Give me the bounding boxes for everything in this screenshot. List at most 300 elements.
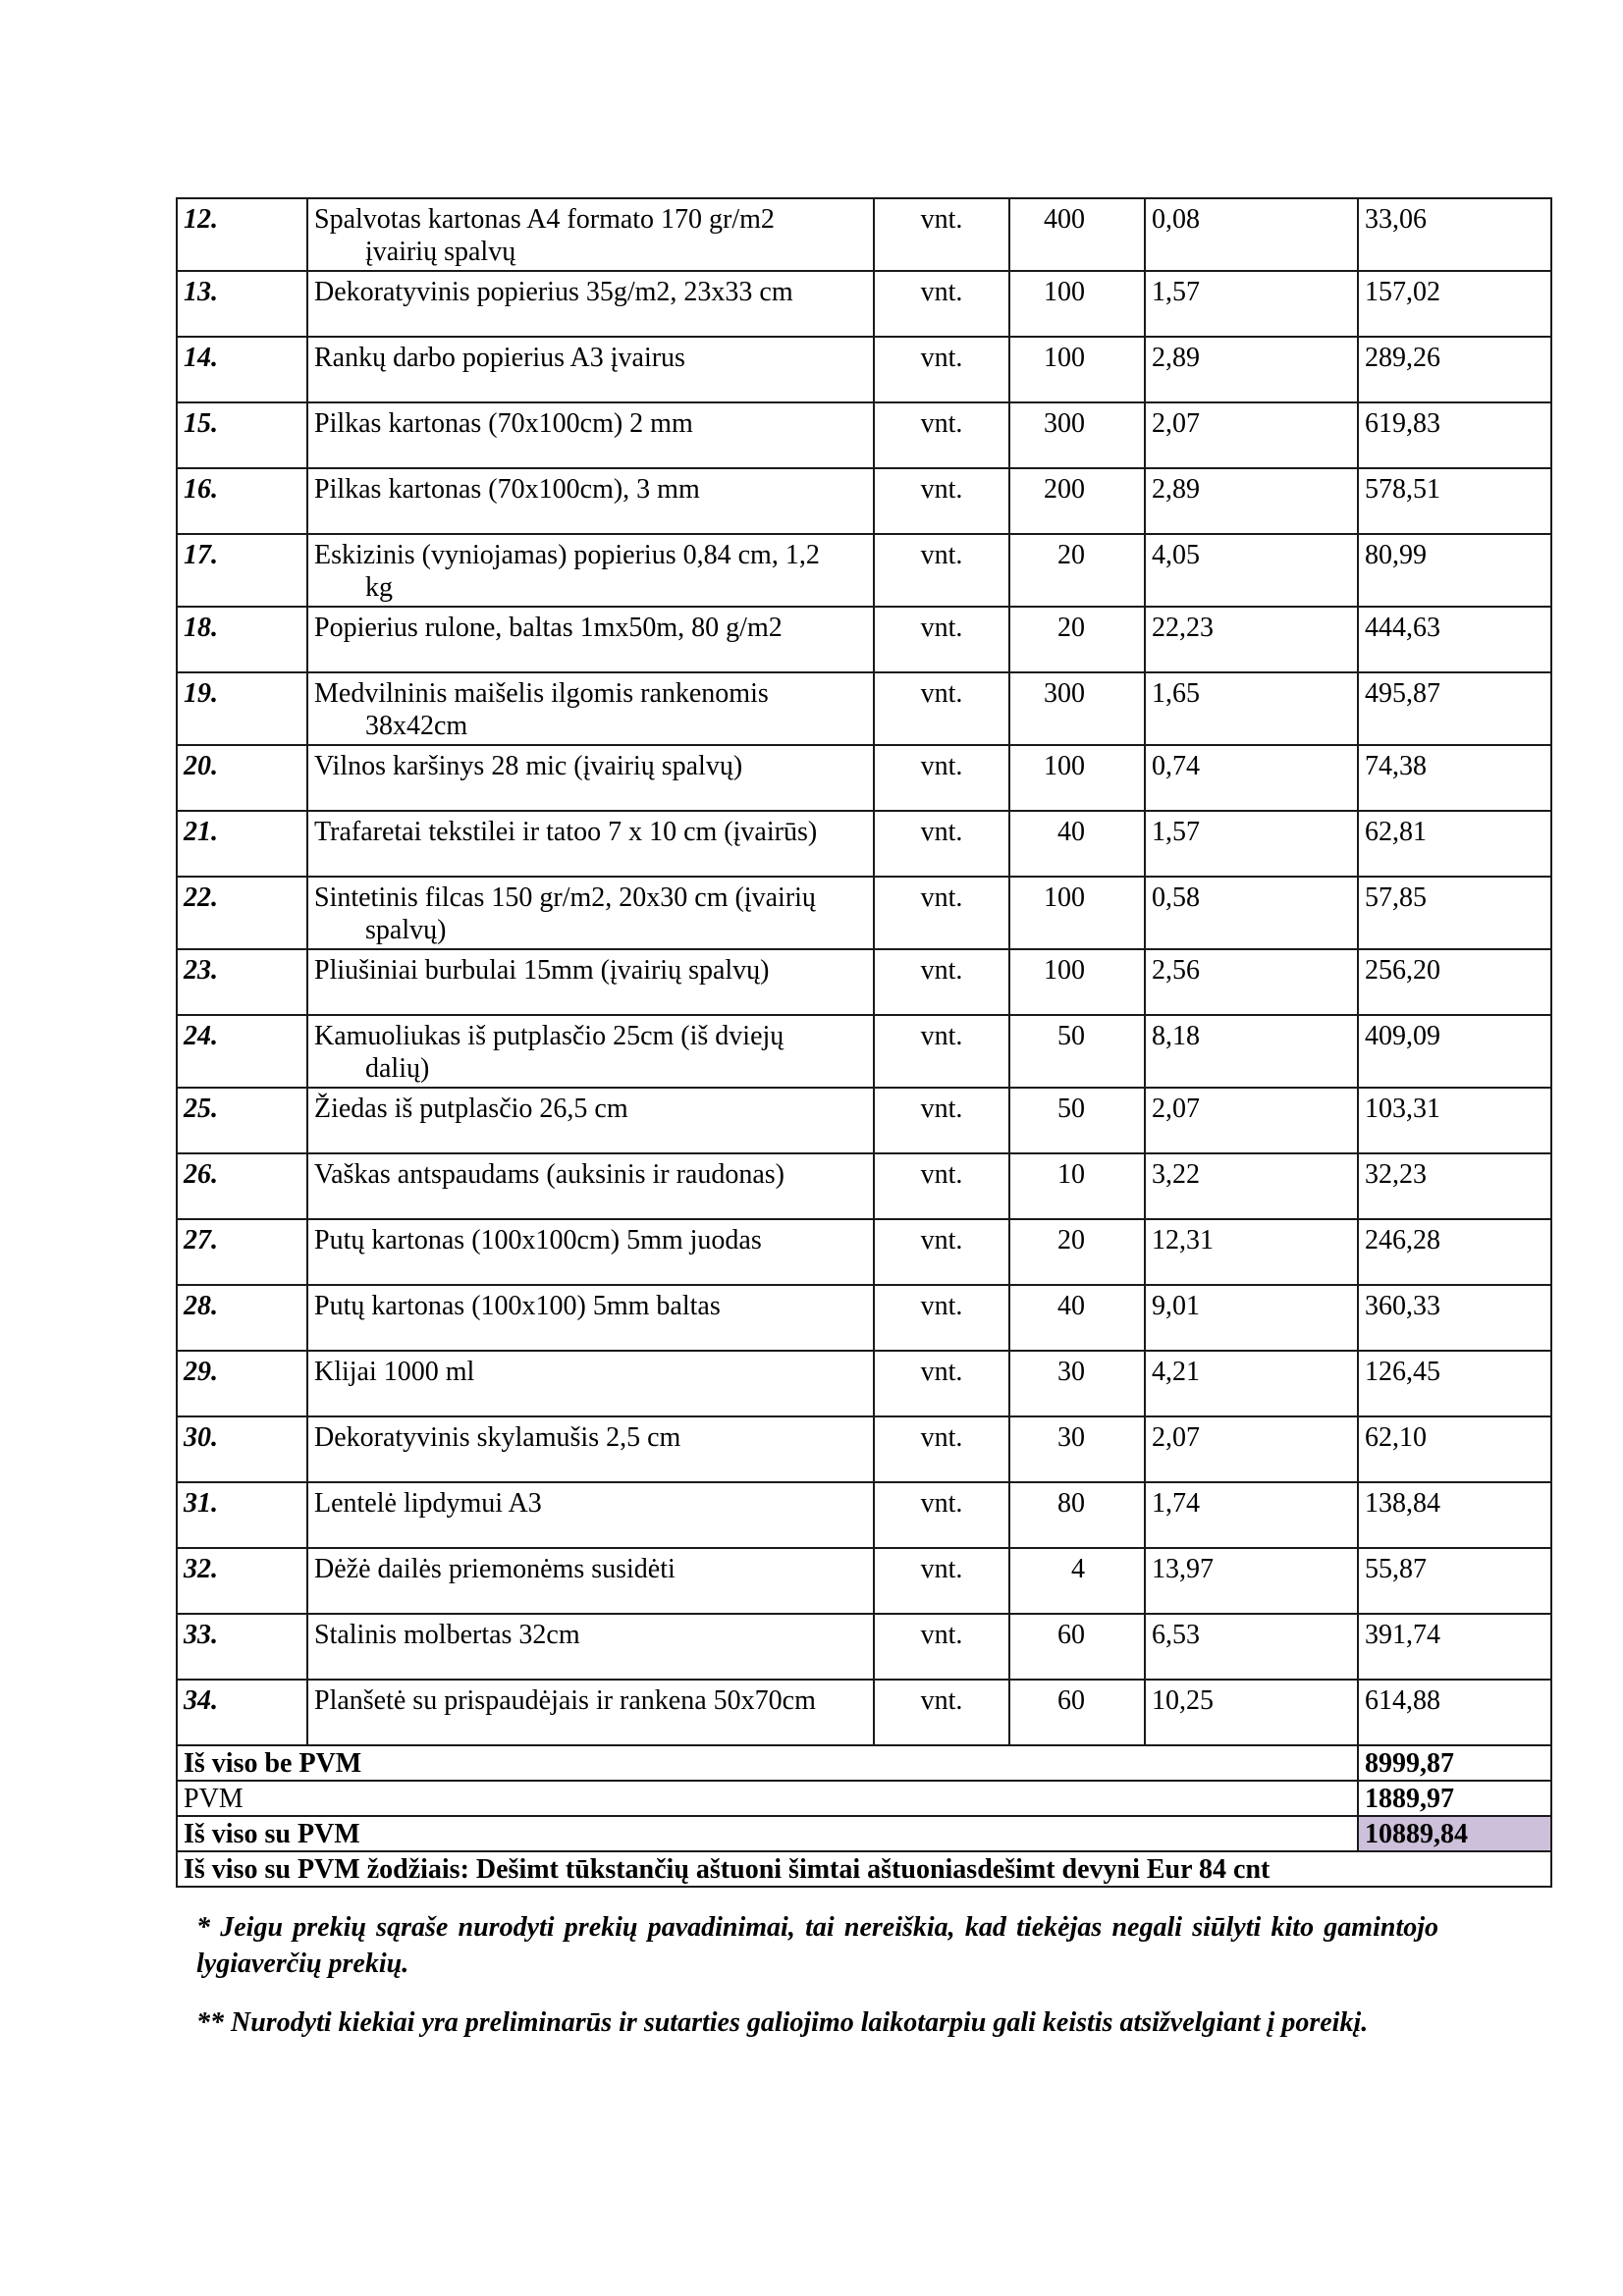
item-number-text: 33. [184,1620,218,1650]
item-description [307,1015,874,1088]
item-unit-text: vnt. [920,474,963,505]
item-number [177,534,307,607]
item-description-text: Vilnos karšinys 28 mic (įvairių spalvų) [314,751,743,781]
vat-value: 1889,97 [1358,1781,1551,1816]
item-number [177,402,307,468]
item-unit-text: vnt. [920,1554,963,1584]
item-unit-price-text: 8,18 [1152,1021,1200,1051]
item-unit [874,534,1009,607]
table-row [177,1482,1551,1548]
item-unit-price [1145,1614,1358,1680]
item-total [1358,534,1551,607]
item-description [307,534,874,607]
item-unit-price [1145,607,1358,672]
item-unit-text: vnt. [920,1021,963,1051]
item-total [1358,811,1551,877]
item-quantity-text: 20 [1057,540,1085,570]
item-unit-price-text: 12,31 [1152,1225,1214,1255]
item-unit-price [1145,1351,1358,1416]
table-row [177,271,1551,337]
item-quantity-text: 50 [1057,1021,1085,1051]
item-total [1358,949,1551,1015]
item-unit-price [1145,811,1358,877]
item-description-continuation: kg [365,572,393,603]
item-number-text: 19. [184,678,218,709]
item-total [1358,402,1551,468]
summary-body [177,1745,1551,1887]
item-quantity-text: 100 [1044,955,1085,986]
item-total [1358,337,1551,402]
item-number-text: 31. [184,1488,218,1519]
item-unit-text: vnt. [920,678,963,709]
item-total [1358,1219,1551,1285]
item-unit-price-text: 4,21 [1152,1357,1200,1387]
item-description-text: Dėžė dailės priemonėms susidėti [314,1554,676,1584]
item-description-text: Dekoratyvinis popierius 35g/m2, 23x33 cm [314,277,793,307]
item-total-text: 103,31 [1365,1094,1440,1124]
table-row [177,949,1551,1015]
item-total-text: 391,74 [1365,1620,1440,1650]
table-row [177,1219,1551,1285]
item-number-text: 34. [184,1685,218,1716]
item-unit-price-text: 1,57 [1152,817,1200,847]
item-total-text: 289,26 [1365,343,1440,373]
item-total-text: 126,45 [1365,1357,1440,1387]
item-description [307,877,874,949]
item-unit-text: vnt. [920,1291,963,1321]
item-description [307,1351,874,1416]
item-total [1358,1351,1551,1416]
item-number-text: 12. [184,204,218,235]
item-unit [874,1015,1009,1088]
item-quantity-text: 200 [1044,474,1085,505]
total-words: Iš viso su PVM žodžiais: Dešimt tūkstančių aštuoni šimtai aštuoniasdešimt devyni Eur 84 cnt [177,1851,1551,1887]
item-quantity [1009,1416,1145,1482]
item-description-text: Sintetinis filcas 150 gr/m2, 20x30 cm (įvairių [314,882,816,913]
item-number [177,337,307,402]
item-total [1358,745,1551,811]
item-description-text: Planšetė su prispaudėjais ir rankena 50x70cm [314,1685,816,1716]
item-unit-price-text: 2,89 [1152,343,1200,373]
item-number-text: 22. [184,882,218,913]
item-description [307,337,874,402]
item-unit-text: vnt. [920,277,963,307]
item-quantity-text: 300 [1044,678,1085,709]
item-quantity-text: 30 [1057,1357,1085,1387]
item-description [307,1285,874,1351]
item-quantity-text: 40 [1057,817,1085,847]
item-quantity [1009,1088,1145,1153]
item-description [307,1153,874,1219]
item-quantity [1009,1219,1145,1285]
item-unit [874,1482,1009,1548]
item-description-continuation: spalvų) [365,915,447,945]
item-number-text: 23. [184,955,218,986]
item-description-continuation: įvairių spalvų [365,237,516,267]
table-row [177,745,1551,811]
item-total-text: 33,06 [1365,204,1427,235]
item-number [177,811,307,877]
item-number [177,1614,307,1680]
item-unit-price [1145,1416,1358,1482]
table-row [177,1285,1551,1351]
item-unit [874,1153,1009,1219]
item-unit-price-text: 13,97 [1152,1554,1214,1584]
table-row [177,402,1551,468]
table-row [177,672,1551,745]
item-unit-text: vnt. [920,1225,963,1255]
item-unit [874,468,1009,534]
footnotes [196,1909,1438,2063]
subtotal-value: 8999,87 [1358,1745,1551,1781]
item-number [177,1416,307,1482]
item-description-text: Putų kartonas (100x100cm) 5mm juodas [314,1225,762,1255]
item-unit-price-text: 10,25 [1152,1685,1214,1716]
table-row [177,534,1551,607]
item-unit [874,1088,1009,1153]
item-number-text: 21. [184,817,218,847]
item-unit-price [1145,337,1358,402]
item-unit-price-text: 0,08 [1152,204,1200,235]
item-total [1358,1548,1551,1614]
item-unit-price-text: 2,07 [1152,1422,1200,1453]
item-number [177,1351,307,1416]
item-unit [874,811,1009,877]
item-unit [874,1416,1009,1482]
item-description-text: Pilkas kartonas (70x100cm) 2 mm [314,408,693,439]
item-total-text: 614,88 [1365,1685,1440,1716]
item-unit-text: vnt. [920,1094,963,1124]
item-quantity-text: 60 [1057,1685,1085,1716]
item-unit [874,672,1009,745]
footnote-2: ** Nurodyti kiekiai yra preliminarūs ir sutarties galiojimo laikotarpiu gali keistis atsižvelgiant į poreikį. [196,2007,1369,2038]
item-total-text: 80,99 [1365,540,1427,570]
item-unit-text: vnt. [920,817,963,847]
item-unit-text: vnt. [920,1159,963,1190]
item-unit-text: vnt. [920,1422,963,1453]
item-unit-price [1145,672,1358,745]
item-description [307,672,874,745]
item-description [307,468,874,534]
item-unit-price-text: 1,57 [1152,277,1200,307]
item-quantity [1009,745,1145,811]
table-row [177,468,1551,534]
item-total [1358,1088,1551,1153]
item-unit-text: vnt. [920,751,963,781]
item-total-text: 32,23 [1365,1159,1427,1190]
item-number [177,1680,307,1745]
item-number-text: 32. [184,1554,218,1584]
item-number [177,1219,307,1285]
item-total [1358,1285,1551,1351]
table-row [177,1088,1551,1153]
item-description-text: Kamuoliukas iš putplasčio 25cm (iš dviejų [314,1021,784,1051]
table-row [177,1153,1551,1219]
item-number-text: 25. [184,1094,218,1124]
item-quantity [1009,877,1145,949]
item-quantity-text: 30 [1057,1422,1085,1453]
item-quantity [1009,949,1145,1015]
item-description-text: Putų kartonas (100x100) 5mm baltas [314,1291,721,1321]
item-description-text: Rankų darbo popierius A3 įvairus [314,343,685,373]
item-unit [874,337,1009,402]
item-unit-text: vnt. [920,1357,963,1387]
item-unit-price-text: 3,22 [1152,1159,1200,1190]
item-unit-text: vnt. [920,408,963,439]
item-description [307,1548,874,1614]
item-quantity-text: 20 [1057,613,1085,643]
item-unit [874,198,1009,271]
item-description [307,402,874,468]
item-quantity-text: 10 [1057,1159,1085,1190]
table-row [177,811,1551,877]
item-total [1358,198,1551,271]
item-quantity-text: 400 [1044,204,1085,235]
item-number [177,672,307,745]
item-unit-text: vnt. [920,204,963,235]
item-unit-price [1145,745,1358,811]
item-quantity-text: 100 [1044,882,1085,913]
item-description [307,949,874,1015]
item-unit [874,745,1009,811]
item-unit-price [1145,877,1358,949]
item-quantity-text: 300 [1044,408,1085,439]
item-number [177,877,307,949]
item-description-text: Vaškas antspaudams (auksinis ir raudonas) [314,1159,785,1190]
table-row [177,1614,1551,1680]
item-unit-price [1145,402,1358,468]
item-unit-price [1145,534,1358,607]
item-description-text: Spalvotas kartonas A4 formato 170 gr/m2 [314,204,775,235]
item-total-text: 62,81 [1365,817,1427,847]
item-quantity [1009,271,1145,337]
item-unit [874,1548,1009,1614]
table-row [177,1416,1551,1482]
item-unit-price [1145,1219,1358,1285]
item-quantity [1009,534,1145,607]
item-unit-text: vnt. [920,613,963,643]
item-quantity [1009,468,1145,534]
item-quantity-text: 100 [1044,751,1085,781]
item-number [177,1548,307,1614]
item-number-text: 30. [184,1422,218,1453]
item-total [1358,1153,1551,1219]
item-quantity [1009,1680,1145,1745]
item-quantity-text: 50 [1057,1094,1085,1124]
item-quantity-text: 100 [1044,277,1085,307]
table-row [177,198,1551,271]
item-unit [874,877,1009,949]
item-description [307,198,874,271]
items-table-body [177,198,1551,1745]
vat-row [177,1781,1551,1816]
item-total-text: 256,20 [1365,955,1440,986]
item-unit [874,1614,1009,1680]
item-quantity-text: 60 [1057,1620,1085,1650]
item-unit [874,1219,1009,1285]
item-number-text: 29. [184,1357,218,1387]
table-row [177,1015,1551,1088]
item-total-text: 157,02 [1365,277,1440,307]
item-unit-price-text: 0,74 [1152,751,1200,781]
table-row [177,1680,1551,1745]
item-description-text: Lentelė lipdymui A3 [314,1488,542,1519]
item-quantity [1009,337,1145,402]
item-unit-price-text: 0,58 [1152,882,1200,913]
item-unit-price-text: 1,65 [1152,678,1200,709]
item-unit [874,271,1009,337]
item-description-continuation: dalių) [365,1053,430,1084]
item-description [307,607,874,672]
item-number [177,1015,307,1088]
item-number [177,198,307,271]
item-total-text: 409,09 [1365,1021,1440,1051]
item-unit-price [1145,468,1358,534]
item-total-text: 74,38 [1365,751,1427,781]
item-unit-text: vnt. [920,1685,963,1716]
item-quantity [1009,811,1145,877]
item-unit-text: vnt. [920,1488,963,1519]
item-number-text: 26. [184,1159,218,1190]
item-quantity-text: 80 [1057,1488,1085,1519]
table-row [177,877,1551,949]
item-total-text: 62,10 [1365,1422,1427,1453]
item-total-text: 246,28 [1365,1225,1440,1255]
item-number [177,745,307,811]
item-description-text: Klijai 1000 ml [314,1357,475,1387]
item-number [177,271,307,337]
item-description-text: Pliušiniai burbulai 15mm (įvairių spalvų) [314,955,770,986]
item-total [1358,607,1551,672]
item-number-text: 14. [184,343,218,373]
item-unit-price [1145,1680,1358,1745]
table-row [177,337,1551,402]
item-quantity-text: 4 [1071,1554,1085,1584]
item-unit-text: vnt. [920,955,963,986]
item-description [307,811,874,877]
item-description-continuation: 38x42cm [365,711,468,741]
item-unit-price-text: 9,01 [1152,1291,1200,1321]
item-number-text: 20. [184,751,218,781]
item-unit [874,402,1009,468]
total-row [177,1816,1551,1851]
item-description [307,1614,874,1680]
item-description [307,271,874,337]
item-total-text: 444,63 [1365,613,1440,643]
item-number [177,607,307,672]
item-number [177,468,307,534]
item-total [1358,1482,1551,1548]
item-description-text: Medvilninis maišelis ilgomis rankenomis [314,678,769,709]
item-total [1358,1680,1551,1745]
item-description-text: Pilkas kartonas (70x100cm), 3 mm [314,474,700,505]
item-description [307,745,874,811]
total-label: Iš viso su PVM [177,1816,1358,1851]
item-description-text: Žiedas iš putplasčio 26,5 cm [314,1094,628,1124]
item-total-text: 495,87 [1365,678,1440,709]
item-number [177,1482,307,1548]
item-total-text: 619,83 [1365,408,1440,439]
item-total [1358,468,1551,534]
table-row [177,1351,1551,1416]
item-number-text: 27. [184,1225,218,1255]
item-description [307,1482,874,1548]
item-quantity [1009,1153,1145,1219]
item-unit-price-text: 2,07 [1152,408,1200,439]
item-total [1358,672,1551,745]
item-total [1358,1614,1551,1680]
item-total-text: 138,84 [1365,1488,1440,1519]
item-unit-text: vnt. [920,882,963,913]
vat-label: PVM [177,1781,1358,1816]
item-description-text: Trafaretai tekstilei ir tatoo 7 x 10 cm (įvairūs) [314,817,818,847]
item-unit-price [1145,271,1358,337]
item-unit-price [1145,1482,1358,1548]
items-table [176,197,1552,1888]
item-total-text: 578,51 [1365,474,1440,505]
item-unit-text: vnt. [920,343,963,373]
item-description-text: Popierius rulone, baltas 1mx50m, 80 g/m2 [314,613,783,643]
item-unit-price-text: 2,07 [1152,1094,1200,1124]
item-quantity-text: 100 [1044,343,1085,373]
item-unit-price-text: 4,05 [1152,540,1200,570]
item-description [307,1088,874,1153]
item-number-text: 16. [184,474,218,505]
item-number-text: 18. [184,613,218,643]
subtotal-row [177,1745,1551,1781]
item-unit [874,1285,1009,1351]
footnote-1: * Jeigu prekių sąraše nurodyti prekių pavadinimai, tai nereiškia, kad tiekėjas negali siūlyti kito gamintojo lygiaverčių prekių. [196,1912,1438,1979]
item-unit-price [1145,198,1358,271]
item-quantity [1009,1351,1145,1416]
item-unit-price [1145,1088,1358,1153]
item-description [307,1219,874,1285]
item-total [1358,271,1551,337]
item-quantity [1009,1015,1145,1088]
item-unit-price [1145,1015,1358,1088]
item-unit-price-text: 1,74 [1152,1488,1200,1519]
table-row [177,1548,1551,1614]
item-number-text: 15. [184,408,218,439]
item-unit-price [1145,1285,1358,1351]
item-unit-price [1145,1153,1358,1219]
item-number [177,1088,307,1153]
item-total [1358,1416,1551,1482]
subtotal-label: Iš viso be PVM [177,1745,1358,1781]
item-description-text: Dekoratyvinis skylamušis 2,5 cm [314,1422,681,1453]
item-number-text: 13. [184,277,218,307]
item-description [307,1680,874,1745]
item-total-text: 360,33 [1365,1291,1440,1321]
total-words-row [177,1851,1551,1887]
item-unit-price-text: 22,23 [1152,613,1214,643]
item-number [177,1285,307,1351]
item-quantity-text: 40 [1057,1291,1085,1321]
item-number [177,949,307,1015]
item-total [1358,1015,1551,1088]
item-description-text: Stalinis molbertas 32cm [314,1620,580,1650]
item-unit-price [1145,1548,1358,1614]
item-quantity [1009,1482,1145,1548]
item-number-text: 24. [184,1021,218,1051]
item-unit-text: vnt. [920,540,963,570]
item-quantity [1009,1614,1145,1680]
item-unit-text: vnt. [920,1620,963,1650]
item-number [177,1153,307,1219]
item-number-text: 17. [184,540,218,570]
item-quantity [1009,607,1145,672]
table-row [177,607,1551,672]
